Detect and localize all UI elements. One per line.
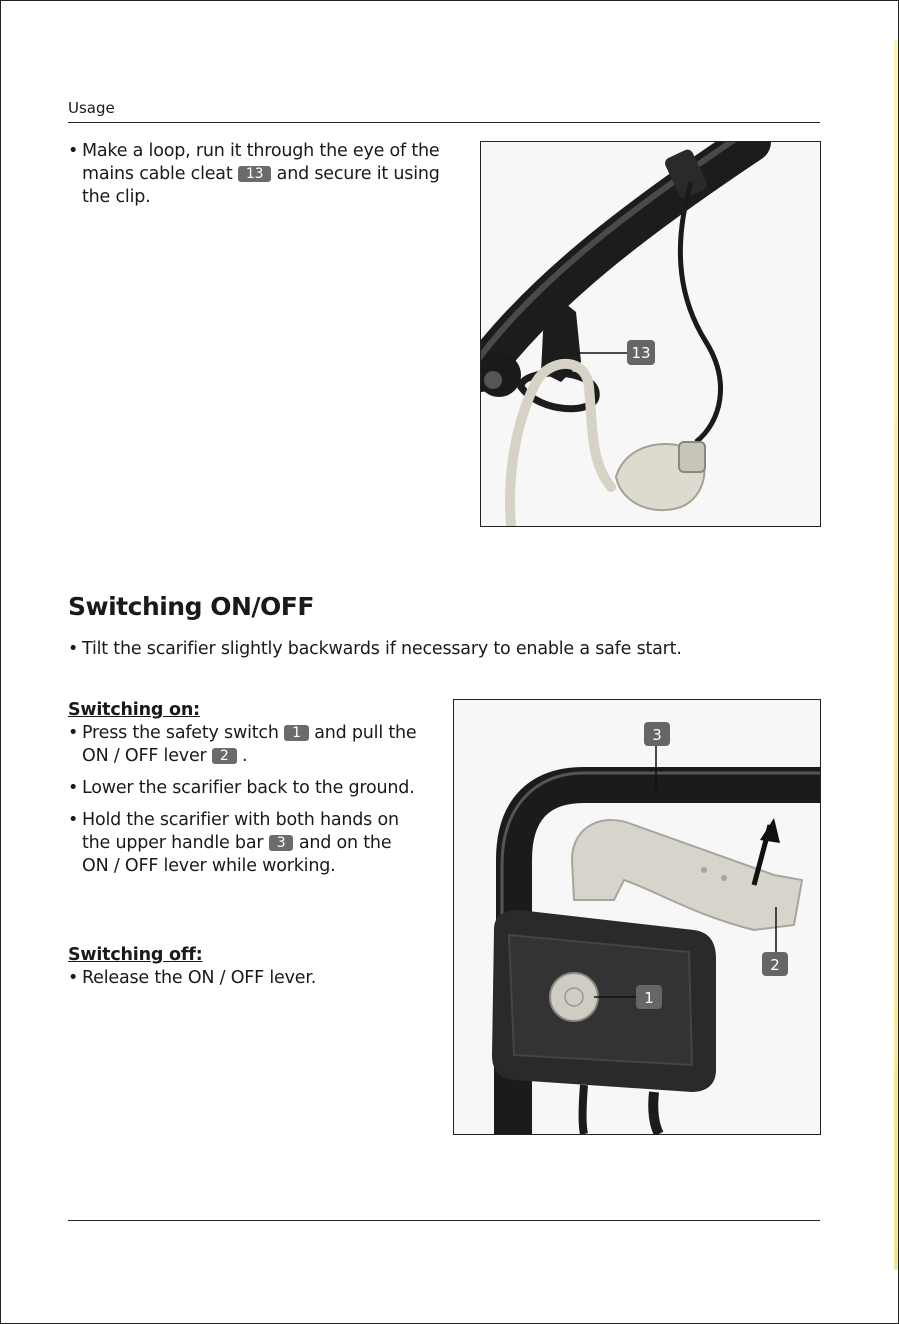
cable-cleat-photo: [480, 141, 821, 527]
callout-badge: 13: [238, 166, 271, 182]
page-edge-strip: [894, 40, 898, 1270]
switching-on-block: [68, 699, 423, 878]
switching-off-block: [68, 944, 423, 990]
callout-2: 2: [770, 956, 780, 974]
callout-1: 1: [644, 989, 654, 1007]
list-item: • Release the ON / OFF lever.: [68, 967, 423, 990]
switch-box-photo: [453, 699, 821, 1135]
intro-text: [68, 140, 453, 209]
callout-badge: 2: [212, 748, 237, 764]
list-item: • Lower the scarifier back to the ground.: [68, 777, 423, 800]
list-item: • Hold the scarifier with both hands on the upper handle bar 3 and on the ON / OFF lever while working.: [68, 809, 423, 878]
list-item: • Press the safety switch 1 and pull the ON / OFF lever 2 .: [68, 722, 423, 768]
callout-badge: 3: [269, 835, 294, 851]
list-item: • Tilt the scarifier slightly backwards if necessary to enable a safe start.: [68, 638, 828, 661]
switching-off-heading: Switching off:: [68, 945, 203, 965]
section-label: Usage: [68, 99, 115, 117]
tilt-instruction: [68, 638, 828, 661]
section-heading: Switching ON/OFF: [68, 592, 314, 621]
callout-13: 13: [631, 344, 651, 362]
footer-rule: [68, 1220, 820, 1221]
switching-on-heading: Switching on:: [68, 700, 200, 720]
header-rule: [68, 122, 820, 123]
callout-3: 3: [652, 726, 662, 744]
callout-badge: 1: [284, 725, 309, 741]
list-item: • Make a loop, run it through the eye of the mains cable cleat 13 and secure it using the clip.: [68, 140, 453, 209]
